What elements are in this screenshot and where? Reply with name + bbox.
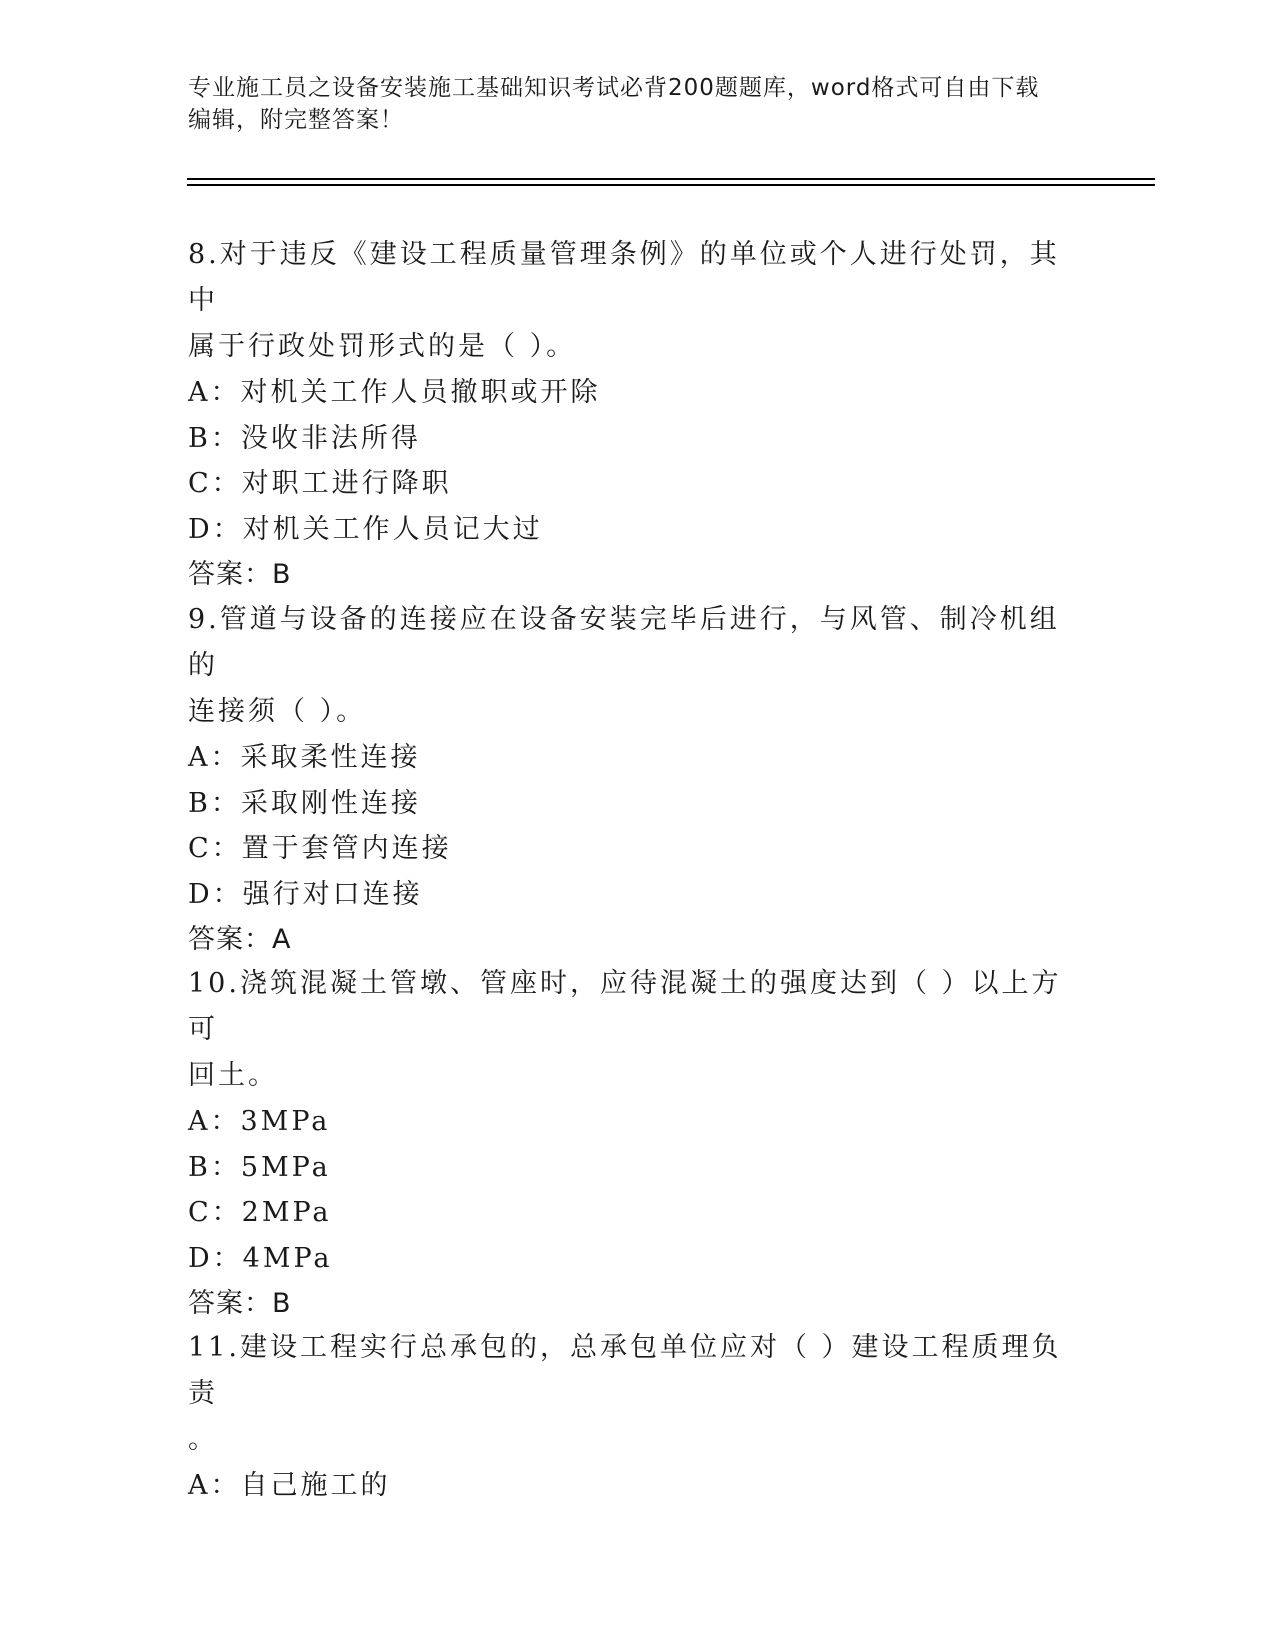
header-divider-top — [187, 178, 1155, 180]
option-a: A：采取柔性连接 — [188, 742, 421, 773]
question-stem-line-2: 。 — [188, 1424, 218, 1455]
option-a: A：对机关工作人员撤职或开除 — [188, 377, 601, 408]
option-c: C：置于套管内连接 — [188, 833, 452, 864]
answer-line: 答案：A — [188, 924, 292, 955]
option-d: D：对机关工作人员记大过 — [188, 513, 543, 545]
question-11 — [188, 1325, 1088, 1509]
option-a: A：自己施工的 — [188, 1470, 391, 1501]
answer-line: 答案：B — [188, 1288, 292, 1319]
question-stem-line-2: 回土。 — [188, 1060, 278, 1091]
question-stem-line-1: 8.对于违反《建设工程质量管理条例》的单位或个人进行处罚，其中 — [188, 239, 1060, 316]
option-b: B：没收非法所得 — [188, 422, 421, 454]
answer-line: 答案：B — [188, 559, 292, 590]
header-divider-bottom — [187, 184, 1155, 186]
question-stem-line-2: 连接须（ ）。 — [188, 696, 367, 727]
question-stem-line-2: 属于行政处罚形式的是（ ）。 — [188, 331, 577, 362]
option-a: A：3MPa — [188, 1106, 331, 1137]
header-line-2: 编辑，附完整答案！ — [188, 107, 404, 133]
question-9 — [188, 597, 1088, 963]
document-header — [188, 72, 1088, 136]
question-8 — [188, 232, 1088, 598]
option-b: B：采取刚性连接 — [188, 787, 421, 819]
question-stem-line-1: 10.浇筑混凝土管墩、管座时，应待混凝土的强度达到（ ）以上方可 — [188, 968, 1062, 1045]
option-c: C：对职工进行降职 — [188, 468, 452, 499]
question-stem-line-1: 11.建设工程实行总承包的，总承包单位应对（ ）建设工程质理负责 — [188, 1332, 1062, 1409]
question-10 — [188, 961, 1088, 1327]
question-stem-line-1: 9.管道与设备的连接应在设备安装完毕后进行，与风管、制冷机组的 — [188, 604, 1060, 681]
option-b: B：5MPa — [188, 1151, 331, 1183]
option-c: C：2MPa — [188, 1197, 332, 1228]
option-d: D：4MPa — [188, 1242, 333, 1274]
header-line-1: 专业施工员之设备安装施工基础知识考试必背200题题库，word格式可自由下载 — [188, 75, 1040, 101]
option-d: D：强行对口连接 — [188, 878, 423, 910]
